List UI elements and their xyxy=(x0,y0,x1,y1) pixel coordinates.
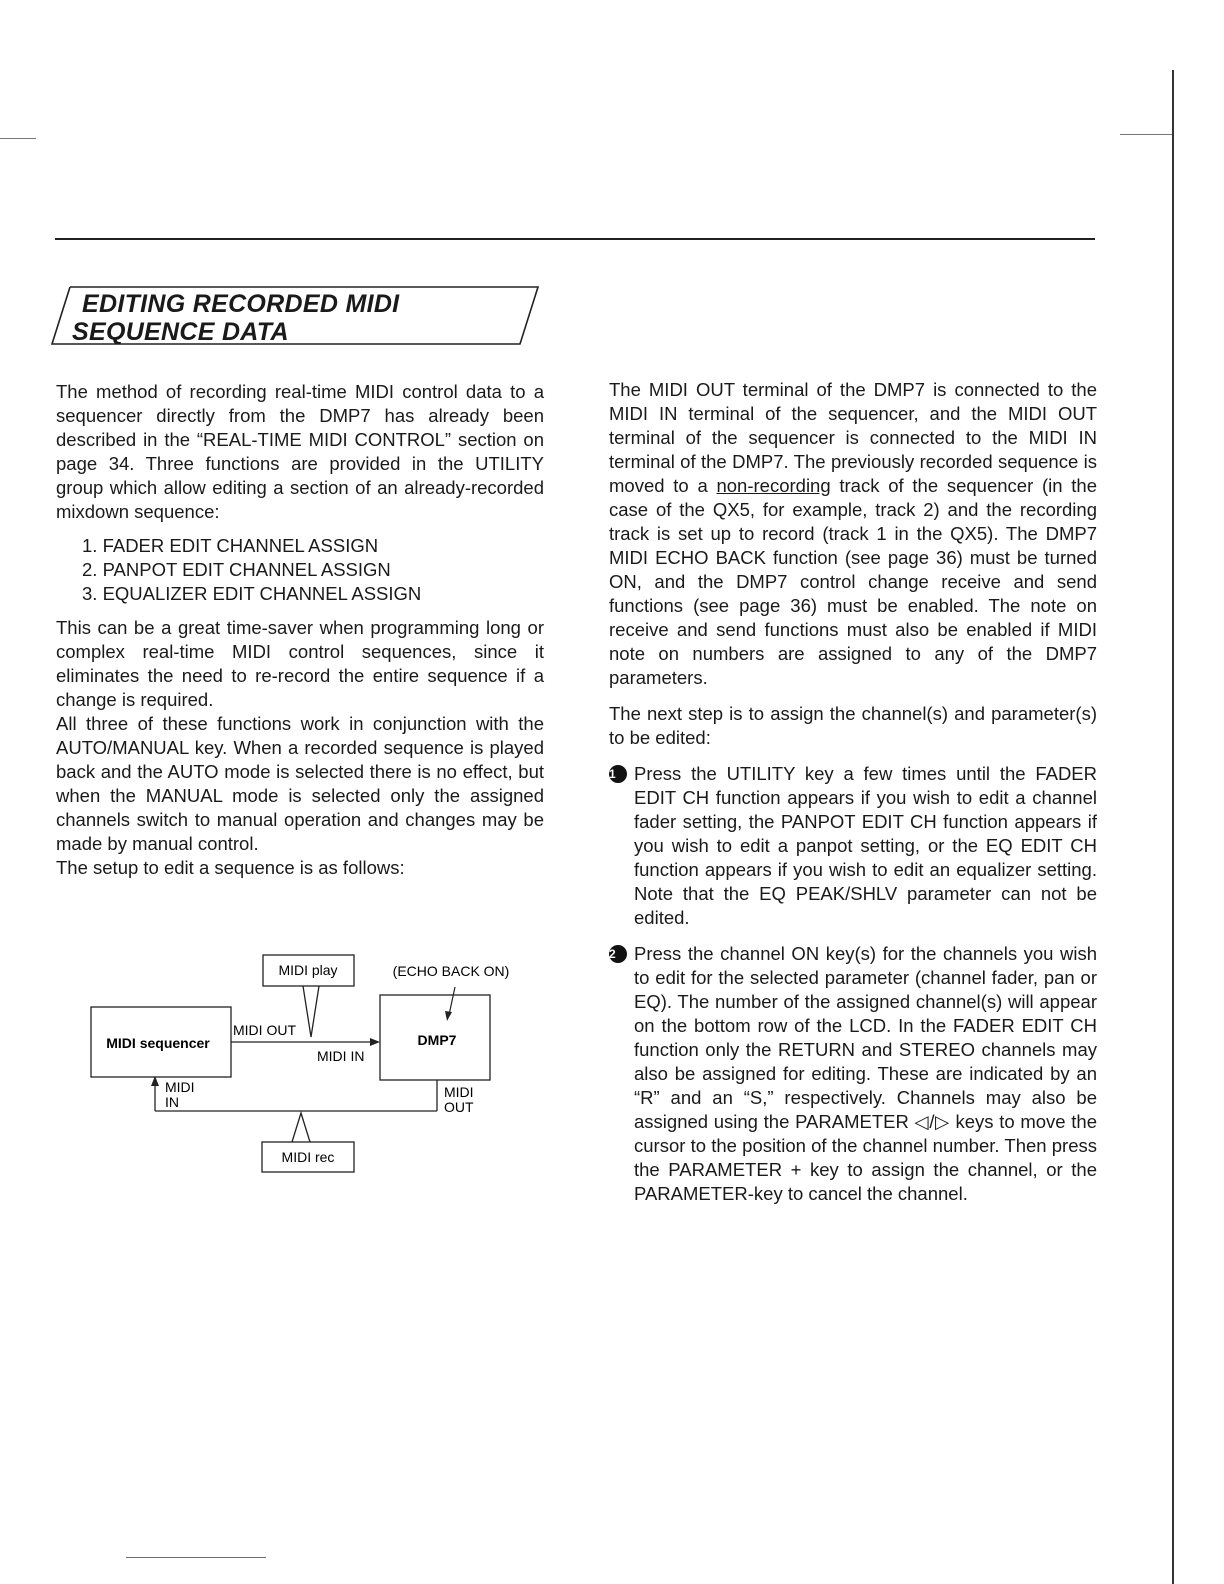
step-1-number-badge: 1 xyxy=(609,765,627,783)
list-item: 1. FADER EDIT CHANNEL ASSIGN xyxy=(82,535,379,556)
step-2-number-badge: 2 xyxy=(609,945,627,963)
midi-out-top-label: MIDI OUT xyxy=(233,1022,296,1038)
next-step-paragraph: The next step is to assign the channel(s) and parameter(s) to be edited: xyxy=(609,703,1097,748)
list-item: 3. EQUALIZER EDIT CHANNEL ASSIGN xyxy=(82,583,422,604)
connection-text-b: track of the sequencer (in the case of the QX5, for example, track 2) and the recording track is set up to record (track 1 in the QX5). The DMP7 MIDI ECHO BACK function (see page 36) must be turned ON, and the DMP7 control change receive and send functions (see page 36) must be enabled. The note on receive and send functions must also be enabled if MIDI note on numbers are assigned to any of the DMP7 parameters. xyxy=(609,475,1098,688)
midi-in-bottom-label-2: IN xyxy=(165,1094,179,1110)
section-title-line-2: SEQUENCE DATA xyxy=(72,318,289,346)
arrow-into-dmp7 xyxy=(370,1038,380,1046)
time-saver-paragraph: This can be a great time-saver when programming long or complex real-time MIDI control sequences, since it eliminates the need to re-record the entire sequence if a change is required. xyxy=(56,617,544,710)
auto-manual-paragraph: All three of these functions work in conjunction with the AUTO/MANUAL key. When a recorded sequence is played back and the AUTO mode is selected there is no effect, but when the MANUAL mode is selected only the assigned channels switch to manual operation and changes may be made by manual control. xyxy=(56,713,544,854)
page-margin-bar xyxy=(1172,70,1174,1584)
non-recording-term: non-recording xyxy=(716,475,831,496)
step-1 xyxy=(609,762,1097,930)
echo-pointer-line xyxy=(449,987,455,1015)
echo-pointer-arrow xyxy=(445,1011,452,1021)
step-1-text: Press the UTILITY key a few times until the FADER EDIT CH function appears if you wish to edit a channel fader setting, the PANPOT EDIT CH function appears if you wish to edit a panpot setting, or the EQ EDIT CH function appears if you wish to edit an equalizer setting. Note that the EQ PEAK/SHLV parameter can not be edited. xyxy=(634,763,1097,928)
diagram-svg xyxy=(85,945,545,1185)
intro-paragraph: The method of recording real-time MIDI control data to a sequencer directly from the DMP7 has already been described in the “REAL-TIME MIDI CONTROL” section on page 34. Three functions are provided in the UTILITY group which allow editing a section of an already-recorded mixdown sequence: xyxy=(56,381,544,522)
page-margin-tick xyxy=(1120,134,1172,135)
footer-rule xyxy=(126,1557,266,1558)
midi-play-label: MIDI play xyxy=(278,962,338,978)
sequencer-label: MIDI sequencer xyxy=(106,1035,210,1051)
function-list xyxy=(82,534,544,606)
connection-paragraph xyxy=(609,378,1097,690)
midi-in-bottom-label-1: MIDI xyxy=(165,1079,195,1095)
header-rule xyxy=(55,238,1095,240)
connection-text-a: The MIDI OUT terminal of the DMP7 is connected to the MIDI IN terminal of the sequencer, and the MIDI OUT terminal of the sequencer is connected to the MIDI IN terminal of the DMP7. The previously recorded sequence is moved to a xyxy=(609,379,1097,496)
midi-out-bottom-label-1: MIDI xyxy=(444,1084,474,1100)
play-merge-lines xyxy=(303,986,319,1037)
midi-in-top-label: MIDI IN xyxy=(317,1048,365,1064)
midi-connection-diagram xyxy=(85,945,545,1185)
midi-rec-label: MIDI rec xyxy=(281,1149,335,1165)
midi-out-bottom-label-2: OUT xyxy=(444,1099,474,1115)
right-column xyxy=(609,378,1097,1206)
step-2-text: Press the channel ON key(s) for the channels you wish to edit for the selected parameter (channel fader, pan or EQ). The number of the assigned channel(s) will appear on the bottom row of the LCD. In the FADER EDIT CH function only the RETURN and STEREO channels may also be assigned for editing. These are indicated by an “R” and an “S,” respectively. Channels may also be assigned using the PARAMETER ◁/▷ keys to move the cursor to the position of the channel number. Then press the PARAMETER + key to assign the channel, or the PARAMETER-key to cancel the channel. xyxy=(634,943,1097,1204)
section-title-box xyxy=(50,280,550,350)
dmp7-label: DMP7 xyxy=(417,1032,457,1048)
step-2 xyxy=(609,942,1097,1206)
section-title-line-1: EDITING RECORDED MIDI xyxy=(82,290,400,318)
echo-back-label: (ECHO BACK ON) xyxy=(392,963,510,979)
rec-split-lines xyxy=(292,1113,310,1142)
page-edge-mark xyxy=(0,138,36,139)
list-item: 2. PANPOT EDIT CHANNEL ASSIGN xyxy=(82,559,391,580)
setup-paragraph: The setup to edit a sequence is as follows: xyxy=(56,857,405,878)
left-column xyxy=(56,380,544,880)
